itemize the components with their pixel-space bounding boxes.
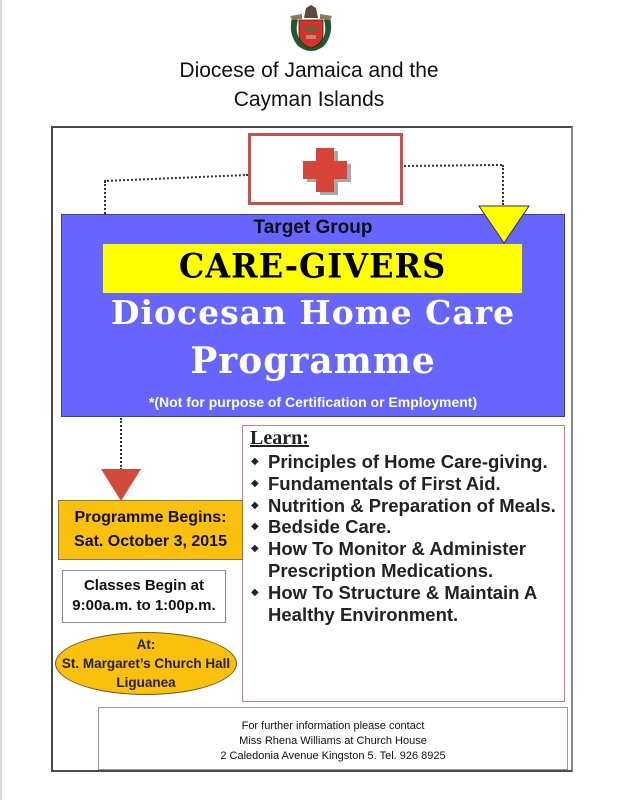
programme-title-line2: Programme (190, 340, 436, 382)
diocesan-crest-icon (288, 4, 334, 54)
diocese-title (0, 56, 618, 114)
diocese-title-line1: Diocese of Jamaica and the (179, 59, 439, 82)
contact-box (98, 707, 568, 770)
venue-at-label: At: (136, 637, 156, 652)
learn-item: ◆ Bedside Care. (251, 516, 392, 538)
learn-item: ◆ Fundamentals of First Aid. (251, 472, 501, 494)
contact-line2: Miss Rhena Williams at Church House (239, 735, 427, 747)
contact-line3: 2 Caledonia Avenue Kingston 5. Tel. 926 8925 (220, 750, 446, 762)
page-edge (0, 0, 2, 800)
audience-label: CARE-GIVERS (178, 246, 447, 286)
begins-label: Programme Begins: (74, 509, 227, 526)
bullet-icon: ◆ (251, 543, 259, 555)
bullet-icon: ◆ (251, 477, 259, 489)
venue-area: Liguanea (116, 675, 176, 690)
classes-line1: Classes Begin at (83, 577, 205, 594)
learn-list (248, 451, 563, 625)
bullet-icon: ◆ (251, 586, 259, 598)
classes-line2: 9:00a.m. to 1:00p.m. (72, 597, 216, 614)
begins-date: Sat. October 3, 2015 (74, 533, 227, 550)
red-cross-icon (295, 142, 357, 198)
target-group-label: Target Group (253, 217, 373, 238)
programme-begins-box (58, 500, 243, 560)
programme-title-line1: Diocesan Home Care (110, 293, 516, 332)
dotted-connector-down (120, 418, 122, 470)
contact-line1: For further information please contact (241, 720, 425, 732)
learn-item: ◆ How To Monitor & Administer Prescription Medications. (251, 538, 526, 581)
dotted-connector-left-drop (104, 181, 106, 214)
bullet-icon: ◆ (251, 456, 259, 467)
disclaimer-text: *(Not for purpose of Certification or Employment) (148, 394, 478, 410)
diocese-title-line2: Cayman Islands (233, 88, 385, 111)
yellow-down-triangle-icon (478, 205, 530, 250)
bullet-icon: ◆ (251, 521, 259, 533)
dotted-connector-right-drop (502, 165, 504, 205)
class-times-box (62, 570, 226, 623)
learn-item: ◆ Nutrition & Preparation of Meals. (251, 494, 556, 516)
bullet-icon: ◆ (251, 499, 259, 511)
venue-badge (55, 632, 237, 695)
venue-name: St. Margaret’s Church Hall (61, 656, 231, 671)
learn-heading: Learn: (250, 427, 309, 449)
learn-item: ◆ How To Structure & Maintain A Healthy Environment. (251, 581, 537, 625)
red-cross-box (248, 133, 403, 205)
learn-item: ◆ Principles of Home Care-giving. (251, 451, 548, 472)
